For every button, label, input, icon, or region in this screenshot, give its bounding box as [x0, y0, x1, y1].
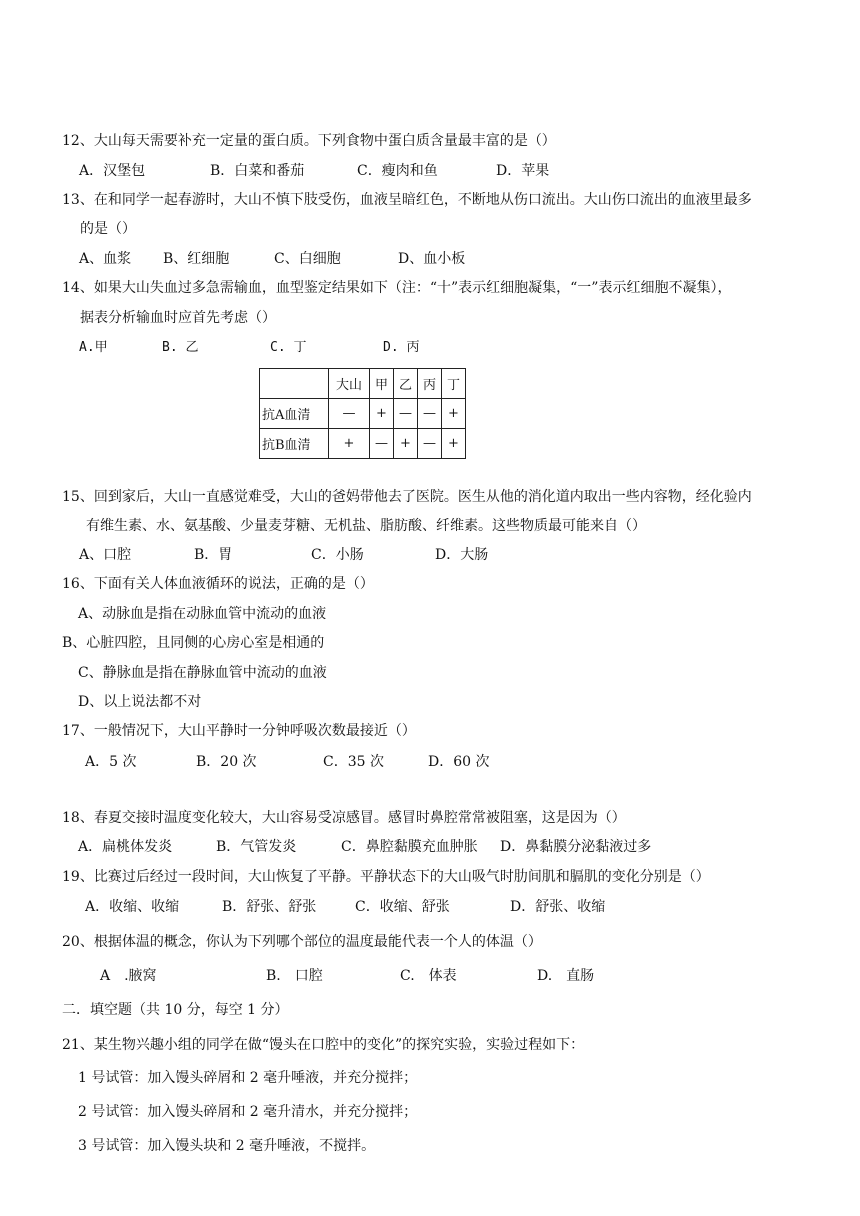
table-cell: +: [370, 399, 394, 429]
question-14-stem-line1: 14、如果大山失血过多急需输血，血型鉴定结果如下（注：“十”表示红细胞凝集，“一”表示红细胞不凝集），: [62, 280, 732, 296]
table-cell: +: [442, 429, 466, 459]
question-15-stem-line1: 15、回到家后，大山一直感觉难受，大山的爸妈带他去了医院。医生从他的消化道内取出一些内容物，经化验内: [62, 489, 752, 505]
question-20-option-b: B. 口腔: [266, 968, 323, 984]
table-header-cell: 丁: [442, 369, 466, 399]
question-18-option-b: B．气管发炎: [216, 839, 297, 855]
question-18-option-a: A．扁桃体发炎: [78, 839, 173, 855]
table-header-row: [260, 369, 466, 399]
question-14-option-d: D. 丙: [383, 340, 420, 355]
question-12-option-d: D．苹果: [496, 163, 550, 179]
table-cell: —: [394, 399, 418, 429]
question-14-option-c: C. 丁: [270, 340, 307, 355]
question-20-option-a: A .腋窝: [100, 968, 157, 984]
question-16-option-d: D、以上说法都不对: [78, 694, 202, 710]
question-14-option-a: A.甲: [79, 340, 108, 355]
question-16-stem: 16、下面有关人体血液循环的说法，正确的是（）: [62, 576, 374, 592]
question-13-option-c: C、白细胞: [274, 251, 341, 267]
table-row-label: 抗B血清: [260, 429, 329, 459]
question-15-option-a: A、口腔: [79, 547, 132, 563]
question-15-option-c: C．小肠: [311, 547, 364, 563]
question-19-option-a: A．收缩、收缩: [85, 899, 180, 915]
question-19-option-b: B．舒张、舒张: [222, 899, 317, 915]
blood-type-table: [259, 368, 466, 459]
question-14-option-b: B. 乙: [162, 340, 199, 355]
question-19-option-d: D．舒张、收缩: [510, 899, 606, 915]
question-17-stem: 17、一般情况下，大山平静时一分钟呼吸次数最接近（）: [62, 723, 416, 739]
question-17-option-a: A．5 次: [85, 754, 137, 770]
question-13-option-b: B、红细胞: [163, 251, 230, 267]
question-21-tube-2: 2 号试管：加入馒头碎屑和 2 毫升清水，并充分搅拌；: [78, 1104, 418, 1120]
section-2-title: 二．填空题（共 10 分，每空 1 分）: [62, 1002, 289, 1018]
table-header-cell: 乙: [394, 369, 418, 399]
question-18-stem: 18、春夏交接时温度变化较大，大山容易受凉感冒。感冒时鼻腔常常被阻塞，这是因为（）: [62, 810, 626, 826]
question-18-option-c: C．鼻腔黏膜充血肿胀: [341, 839, 478, 855]
question-16-option-a: A、动脉血是指在动脉血管中流动的血液: [78, 606, 327, 622]
question-17-option-c: C．35 次: [323, 754, 384, 770]
question-21-tube-1: 1 号试管：加入馒头碎屑和 2 毫升唾液，并充分搅拌；: [78, 1070, 418, 1086]
table-header-cell: 丙: [418, 369, 442, 399]
table-cell: +: [442, 399, 466, 429]
question-13-stem-line1: 13、在和同学一起春游时，大山不慎下肢受伤，血液呈暗红色，不断地从伤口流出。大山伤口流出的血液里最多: [62, 192, 752, 208]
question-13-option-d: D、血小板: [398, 251, 466, 267]
question-20-option-c: C. 体表: [400, 968, 457, 984]
question-12-stem: 12、大山每天需要补充一定量的蛋白质。下列食物中蛋白质含量最丰富的是（）: [62, 133, 556, 149]
question-14-stem-line2: 据表分析输血时应首先考虑（）: [80, 310, 276, 326]
table-header-cell: 大山: [329, 369, 370, 399]
question-16-option-b: B、心脏四腔，且同侧的心房心室是相通的: [62, 635, 325, 651]
table-cell: +: [394, 429, 418, 459]
question-13-option-a: A、血浆: [79, 251, 132, 267]
question-19-stem: 19、比赛过后经过一段时间，大山恢复了平静。平静状态下的大山吸气时肋间肌和膈肌的变化分别是（）: [62, 869, 710, 885]
question-20-option-d: D. 直肠: [537, 968, 595, 984]
question-17-option-b: B．20 次: [196, 754, 257, 770]
question-21-tube-3: 3 号试管：加入馒头块和 2 毫升唾液，不搅拌。: [78, 1138, 376, 1154]
table-row: [260, 399, 466, 429]
question-12-option-c: C．瘦肉和鱼: [357, 163, 438, 179]
question-15-stem-line2: 有维生素、水、氨基酸、少量麦芽糖、无机盐、脂肪酸、纤维素。这些物质最可能来自（）: [86, 518, 646, 534]
table-row: [260, 429, 466, 459]
question-20-stem: 20、根据体温的概念，你认为下列哪个部位的温度最能代表一个人的体温（）: [62, 934, 542, 950]
question-16-option-c: C、静脉血是指在静脉血管中流动的血液: [78, 665, 327, 681]
table-cell: —: [418, 429, 442, 459]
table-header-cell: 甲: [370, 369, 394, 399]
question-21-stem: 21、某生物兴趣小组的同学在做“馒头在口腔中的变化”的探究实验，实验过程如下：: [62, 1037, 585, 1053]
question-13-stem-line2: 的是（）: [80, 221, 136, 237]
table-row-label: 抗A血清: [260, 399, 329, 429]
table-cell: —: [370, 429, 394, 459]
table-cell: +: [329, 429, 370, 459]
question-17-option-d: D．60 次: [428, 754, 490, 770]
question-12-option-b: B．白菜和番茄: [210, 163, 305, 179]
question-18-option-d: D．鼻黏膜分泌黏液过多: [500, 839, 652, 855]
table-cell: —: [418, 399, 442, 429]
table-cell: —: [329, 399, 370, 429]
question-12-option-a: A．汉堡包: [79, 163, 146, 179]
question-19-option-c: C．收缩、舒张: [355, 899, 450, 915]
question-15-option-d: D．大肠: [435, 547, 489, 563]
table-header-cell: [260, 369, 329, 399]
question-15-option-b: B．胃: [194, 547, 233, 563]
